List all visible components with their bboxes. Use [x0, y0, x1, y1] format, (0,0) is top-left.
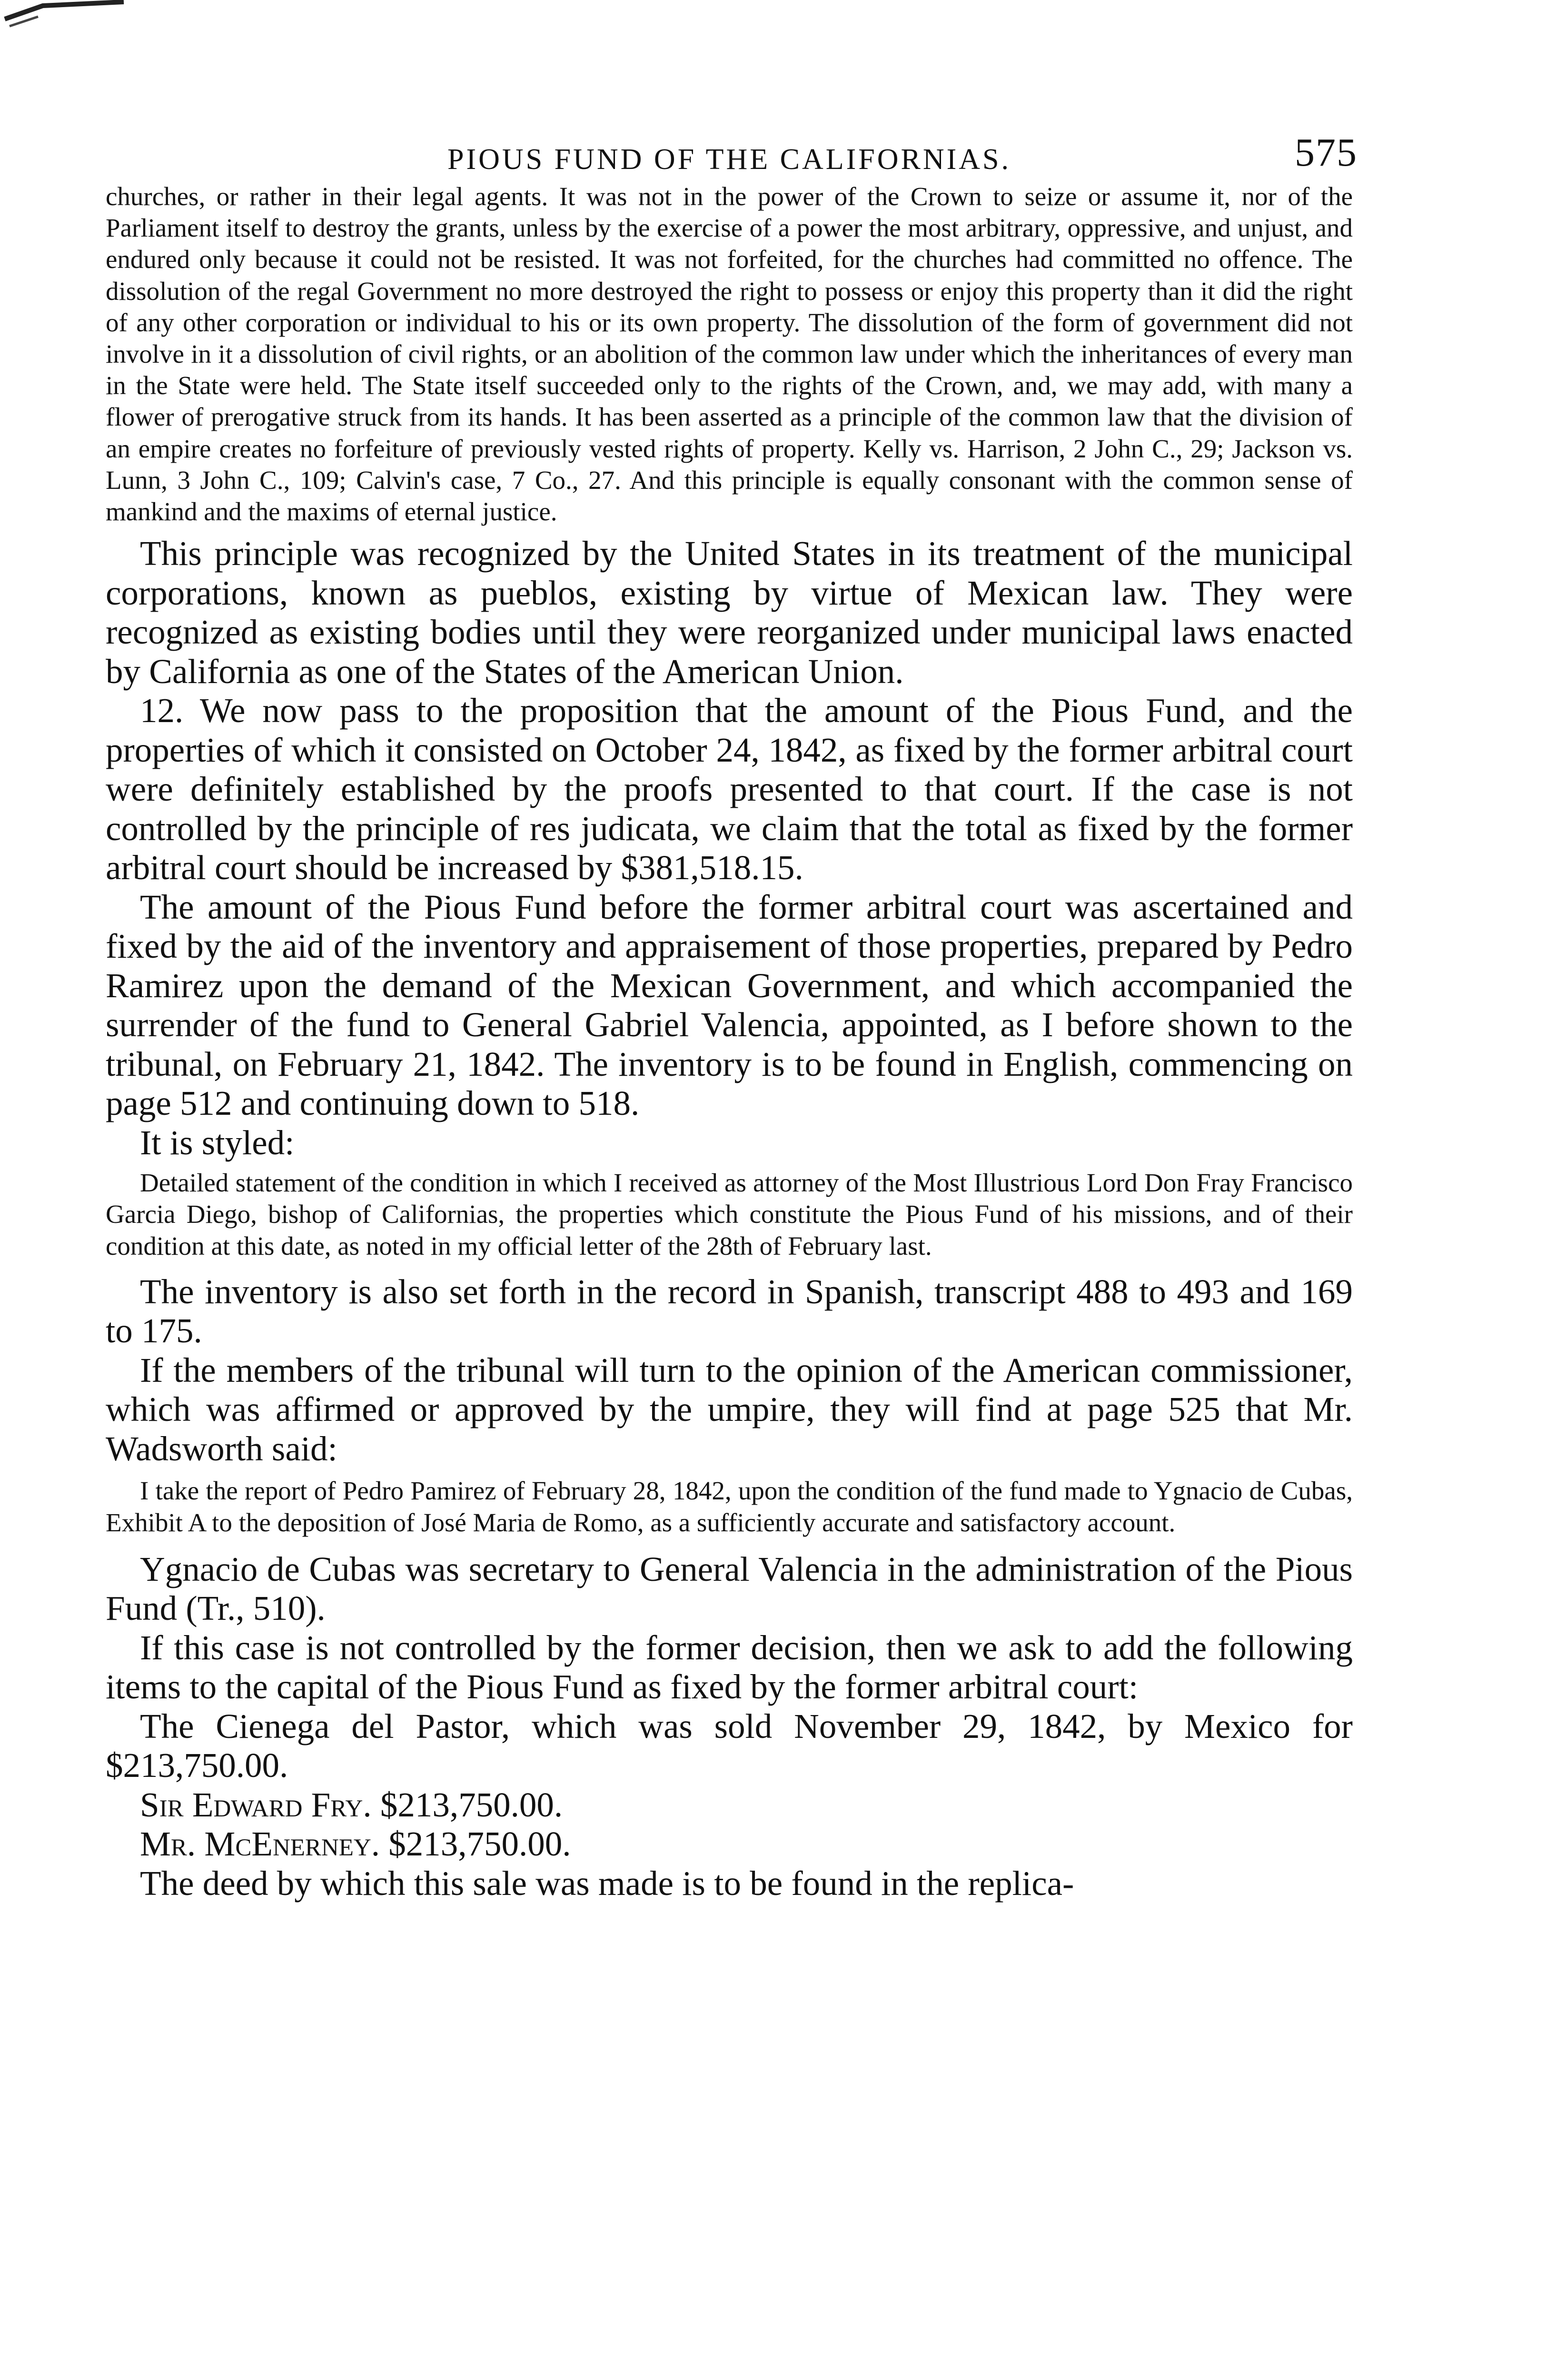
speaker-line	[106, 1825, 1353, 1864]
body-paragraph: The amount of the Pious Fund before the former arbitral court was ascertained and fixed by the aid of the inventory and appraisement of those properties, prepared by Pedro Ramirez upon the demand of the Mexican Government, and which accompanied the surrender of the fund to General Gabriel Valencia, appointed, as I before shown to the tribunal, on February 21, 1842. The inventory is to be found in English, commencing on page 512 and continuing down to 518.	[106, 887, 1353, 1123]
body-paragraph: If this case is not controlled by the former decision, then we ask to add the following items to the capital of the Pious Fund as fixed by the former arbitral court:	[106, 1628, 1353, 1706]
continued-quotation: churches, or rather in their legal agents. It was not in the power of the Crown to seize or assume it, nor of the Parliament itself to destroy the grants, unless by the exercise of a power the most arbitrary, oppressive, and unjust, and endured only because it could not be resisted. It was not forfeited, for the churches had committed no offence. The dissolution of the regal Government no more destroyed the right to possess or enjoy this property than it did the right of any other corporation or individual to his or its own property. The dissolution of the form of government did not involve in it a dissolution of civil rights, or an abolition of the common law under which the inheritances of every man in the State were held. The State itself succeeded only to the rights of the Crown, and, we may add, with many a flower of prerogative struck from its hands. It has been asserted as a principle of the common law that the division of an empire creates no forfeiture of previously vested rights of property. Kelly vs. Harrison, 2 John C., 29; Jackson vs. Lunn, 3 John C., 109; Calvin's case, 7 Co., 27. And this principle is equally consonant with the common sense of mankind and the maxims of eternal justice.	[106, 182, 1353, 526]
speaker-name: Mr. McEnerney.	[140, 1825, 380, 1864]
body-paragraph: It is styled:	[140, 1123, 295, 1162]
block-quotation: I take the report of Pedro Pamirez of February 28, 1842, upon the condition of the fund made to Ygnacio de Cubas, Exhibit A to the deposition of José Maria de Romo, as a sufficiently accurate and satisfactory account.	[106, 1476, 1353, 1537]
running-head-title: PIOUS FUND OF THE CALIFORNIAS.	[447, 143, 1011, 176]
body-paragraph: The Cienega del Pastor, which was sold November 29, 1842, by Mexico for $213,750.00.	[106, 1706, 1353, 1785]
body-paragraph: The inventory is also set forth in the record in Spanish, transcript 488 to 493 and 169 to 175.	[106, 1272, 1353, 1350]
block-quotation: Detailed statement of the condition in which I received as attorney of the Most Illustrious Lord Don Fray Francisco Garcia Diego, bishop of Californias, the properties which constitute the Pious Fund of his missions, and of their condition at this date, as noted in my official letter of the 28th of February last.	[106, 1168, 1353, 1260]
scan-mark-decoration	[0, 0, 133, 33]
body-paragraph: 12. We now pass to the proposition that the amount of the Pious Fund, and the properties of which it consisted on October 24, 1842, as fixed by the former arbitral court were definitely established by the proofs presented to that court. If the case is not controlled by the principle of res judicata, we claim that the total as fixed by the former arbitral court should be increased by $381,518.15.	[106, 691, 1353, 887]
speaker-line	[106, 1785, 1353, 1825]
body-paragraph: If the members of the tribunal will turn to the opinion of the American commissioner, which was affirmed or approved by the umpire, they will find at page 525 that Mr. Wadsworth said:	[106, 1350, 1353, 1468]
speaker-text: $213,750.00.	[380, 1825, 571, 1864]
document-page	[106, 130, 1358, 1903]
body-paragraph: This principle was recognized by the United States in its treatment of the municipal corporations, known as pueblos, existing by virtue of Mexican law. They were recognized as existing bodies until they were reorganized under municipal laws enacted by California as one of the States of the American Union.	[106, 534, 1353, 691]
page-number: 575	[1295, 130, 1358, 175]
body-paragraph: The deed by which this sale was made is to be found in the replica-	[140, 1864, 1074, 1903]
body-paragraph: Ygnacio de Cubas was secretary to General Valencia in the administration of the Pious Fund (Tr., 510).	[106, 1549, 1353, 1628]
speaker-text: $213,750.00.	[371, 1785, 563, 1824]
running-head	[106, 130, 1358, 181]
speaker-name: Sir Edward Fry.	[140, 1785, 372, 1824]
